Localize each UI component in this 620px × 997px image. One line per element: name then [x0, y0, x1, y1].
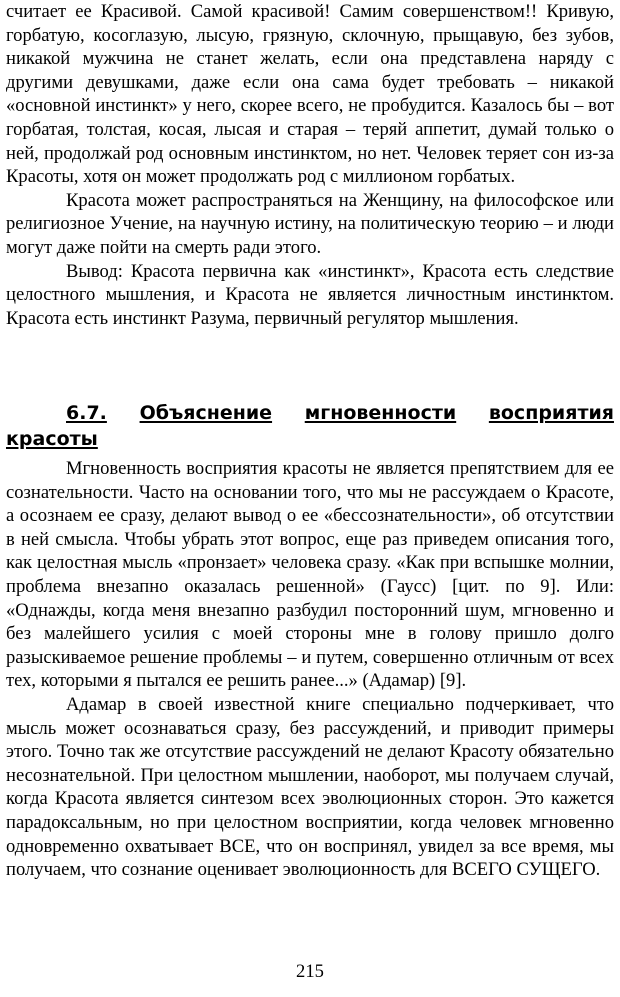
paragraph: Адамар в своей известной книге специально подчеркивает, что мысль может осознаваться сразу, без рассуждений, и приводит примеры этого. Точно так же отсутствие рассуждений не делают Красоту обязательно несознательной. При целостном мышлении, наоборот, мы получаем случай, когда Красота является синтезом всех эволюционных сторон. Это кажется парадоксальным, но при целостном восприятии, когда человек мгновенно одновременно охватывает ВСЕ, что он воспринял, увидел за все время, мы получаем, что сознание оценивает эволюционность для ВСЕГО СУЩЕГО. [6, 693, 614, 881]
paragraph: Красота может распространяться на Женщину, на философское или религиозное Учение, на научную истину, на политическую теорию – и люди могут даже пойти на смерть ради этого. [6, 189, 614, 258]
paragraph: Мгновенность восприятия красоты не является препятствием для ее сознательности. Часто на основании того, что мы не рассуждаем о Красоте, а осознаем ее сразу, делают вывод о ее «бессознательности», об отсутствии в ней смысла. Чтобы убрать этот вопрос, еще раз приведем описания того, как целостная мысль «пронзает» человека сразу. «Как при вспышке молнии, проблема внезапно оказалась решенной» (Гаусс) [цит. по 9]. Или: «Однажды, когда меня внезапно разбудил посторонний шум, мгновенно и без малейшего усилия с моей стороны мне в голову пришло долго разыскиваемое решение проблемы – и путем, совершенно отличным от всех тех, которыми я пытался ее решить ранее...» (Адамар) [9]. [6, 458, 614, 692]
heading-word: Объяснение [139, 402, 273, 424]
section-heading [6, 400, 614, 452]
paragraph: Вывод: Красота первична как «инстинкт», Красота есть следствие целостного мышления, и Красота не является личностным инстинктом. Красота есть инстинкт Разума, первичный регулятор мышления. [6, 260, 614, 329]
heading-line-2: красоты [6, 428, 98, 450]
heading-word: мгновенности [304, 402, 457, 424]
heading-line-1 [66, 400, 614, 426]
paragraph-continued: считает ее Красивой. Самой красивой! Самим совершенством!! Кривую, горбатую, косоглазую, лысую, грязную, склочную, прыщавую, без зубов, никакой мужчина не станет желать, если она представлена наряду с другими девушками, даже если она сама будет требовать – никакой «основной инстинкт» у него, скорее всего, не пробудится. Казалось бы – вот горбатая, толстая, косая, лысая и старая – теряй аппетит, думай только о ней, продолжай род основным инстинктом, но нет. Человек теряет сон из-за Красоты, хотя он может продолжать род с миллионом горбатых. [6, 1, 614, 188]
body-text-bottom [6, 457, 614, 882]
heading-number: 6.7. [66, 402, 107, 424]
body-text-top [6, 0, 614, 330]
page-number: 215 [296, 961, 324, 982]
heading-word: восприятия [488, 402, 614, 424]
